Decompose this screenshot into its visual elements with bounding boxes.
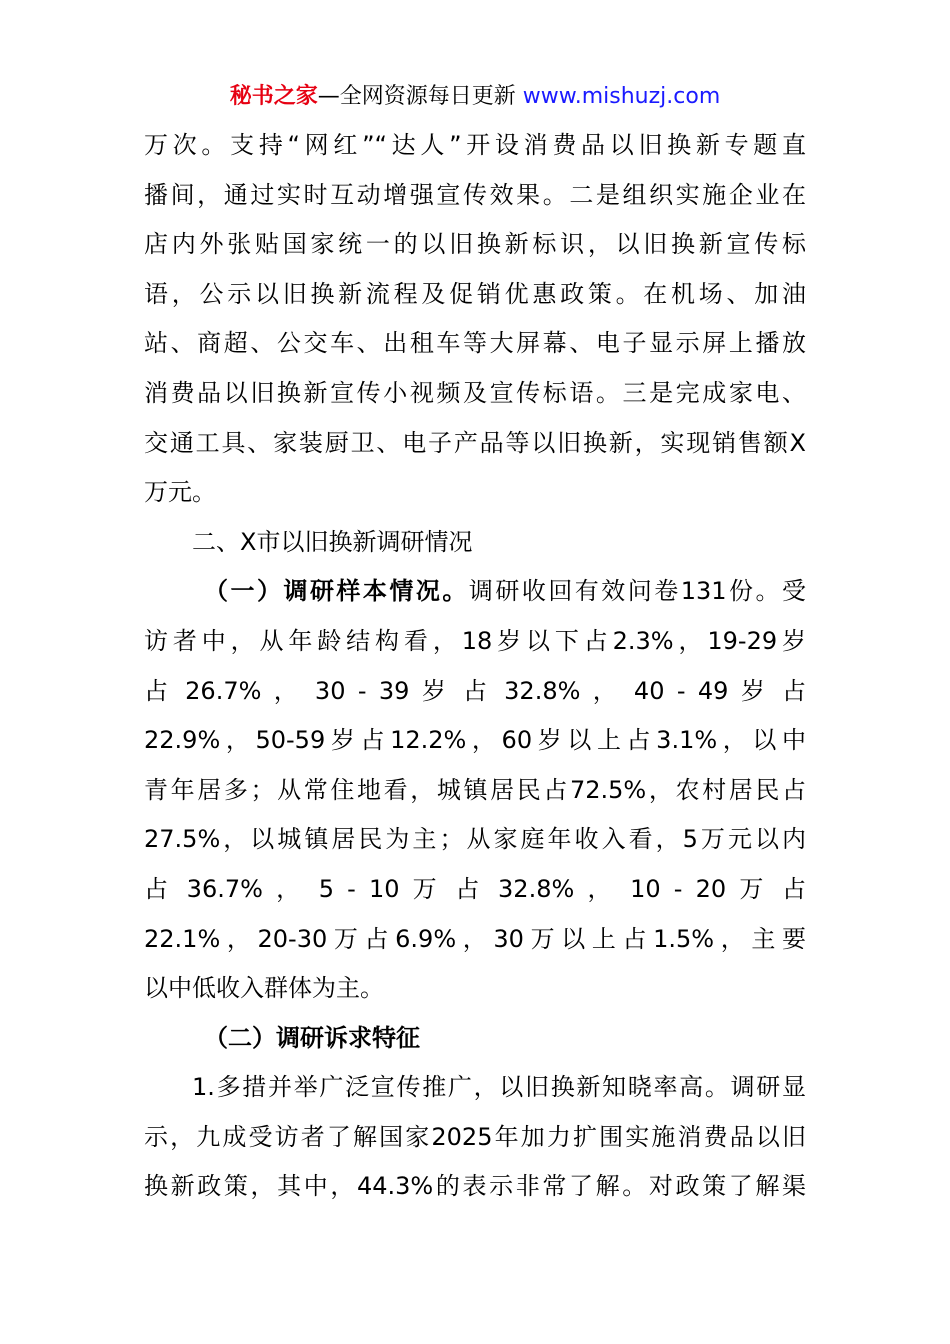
paragraph-line: 22.1%，20-30万占6.9%，30万以上占1.5%，主要 [144, 924, 806, 953]
site-brand: 秘书之家 [229, 84, 318, 109]
paragraph-line: 店内外张贴国家统一的以旧换新标识，以旧换新宣传标 [144, 230, 806, 259]
document-body [144, 121, 806, 1212]
paragraph-line: 交通工具、家装厨卫、电子产品等以旧换新，实现销售额X [144, 428, 806, 457]
paragraph-line: 播间，通过实时互动增强宣传效果。二是组织实施企业在 [144, 180, 806, 209]
paragraph-line: 换新政策，其中，44.3%的表示非常了解。对政策了解渠 [144, 1172, 806, 1201]
paragraph-line: 27.5%，以城镇居民为主；从家庭年收入看，5万元以内 [144, 825, 806, 854]
paragraph-line: 语，公示以旧换新流程及促销优惠政策。在机场、加油 [144, 279, 806, 308]
paragraph-line: 万元。 [144, 478, 216, 507]
section-heading: 二、X市以旧换新调研情况 [192, 527, 473, 556]
subsection-heading: （一）调研样本情况。 [204, 577, 469, 606]
paragraph-line: 占 26.7% ， 30 - 39 岁 占 32.8% ， 40 - 49 岁 占 [144, 676, 806, 705]
paragraph-line: 占 36.7% ， 5 - 10 万 占 32.8% ， 10 - 20 万 占 [144, 874, 806, 903]
site-url-link[interactable]: www.mishuzj.com [522, 84, 721, 109]
paragraph-first-line [144, 567, 806, 617]
site-header [0, 82, 950, 112]
paragraph-line: 以中低收入群体为主。 [144, 974, 384, 1003]
paragraph-line: 示，九成受访者了解国家2025年加力扩围实施消费品以旧 [144, 1122, 806, 1151]
paragraph-first-line: 1.多措并举广泛宣传推广，以旧换新知晓率高。调研显 [192, 1073, 806, 1102]
paragraph-line: 22.9%，50-59岁占12.2%，60岁以上占3.1%，以中 [144, 726, 806, 755]
paragraph-text: 调研收回有效问卷131份。受 [468, 577, 807, 606]
paragraph-line: 青年居多；从常住地看，城镇居民占72.5%，农村居民占 [144, 775, 806, 804]
site-tagline: —全网资源每日更新 [317, 84, 523, 109]
subsection-heading: （二）调研诉求特征 [204, 1023, 420, 1052]
paragraph-line: 消费品以旧换新宣传小视频及宣传标语。三是完成家电、 [144, 378, 806, 407]
paragraph-line: 万次。支持“网红”“达人”开设消费品以旧换新专题直 [144, 131, 806, 159]
paragraph-line: 访者中，从年龄结构看，18岁以下占2.3%，19-29岁 [144, 626, 806, 655]
paragraph-line: 站、商超、公交车、出租车等大屏幕、电子显示屏上播放 [144, 329, 806, 358]
